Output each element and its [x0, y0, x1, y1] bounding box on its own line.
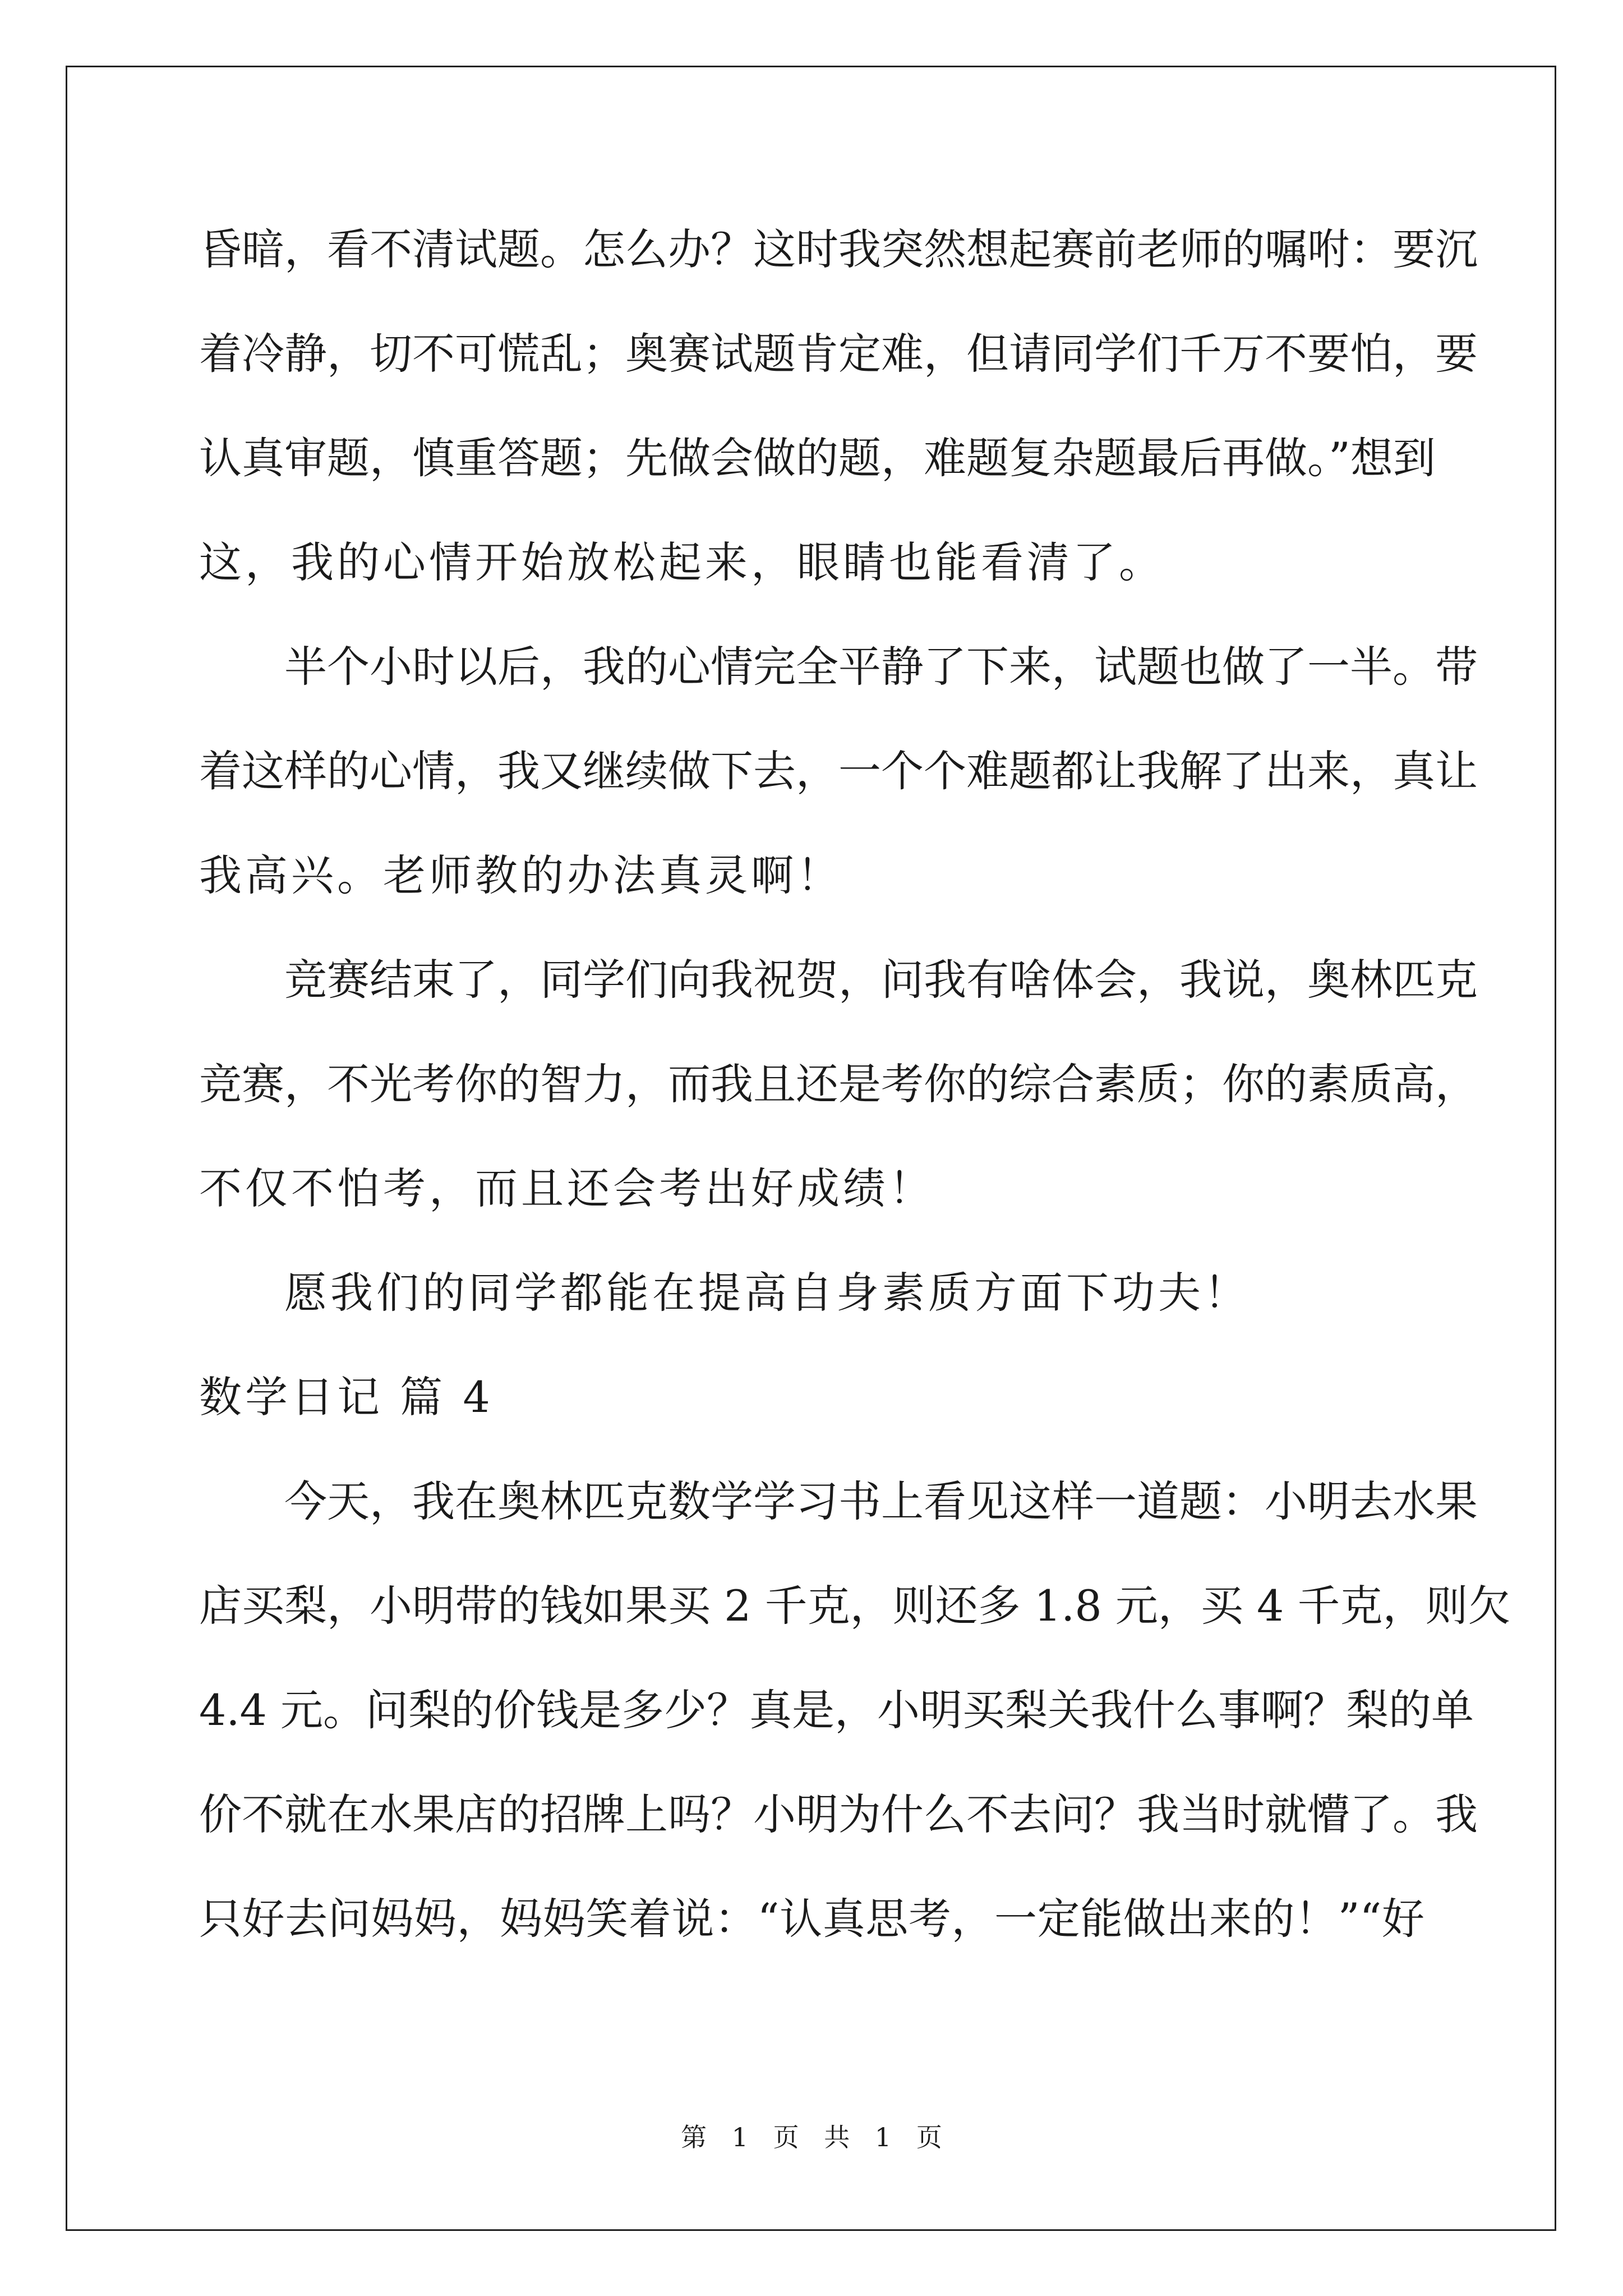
text-line: 认真审题，慎重答题；先做会做的题，难题复杂题最后再做。”想到 — [199, 433, 1436, 483]
paragraph-first-line: 今天，我在奥林匹克数学学习书上看见这样一道题：小明去水果 — [284, 1476, 1478, 1526]
text-line: 昏暗，看不清试题。怎么办？这时我突然想起赛前老师的嘱咐：要沉 — [199, 224, 1478, 274]
page-footer: 第 1 页 共 1 页 — [681, 2122, 942, 2152]
section-heading: 数学日记 篇 4 — [199, 1372, 494, 1422]
paragraph-first-line: 竞赛结束了，同学们向我祝贺，问我有啥体会，我说，奥林匹克 — [284, 955, 1478, 1005]
document-body — [199, 213, 1511, 1987]
text-line: 着冷静，切不可慌乱；奥赛试题肯定难，但请同学们千万不要怕，要 — [199, 329, 1478, 379]
text-line: 竞赛，不光考你的智力，而我且还是考你的综合素质；你的素质高， — [199, 1059, 1478, 1109]
text-line: 这，我的心情开始放松起来，眼睛也能看清了。 — [199, 537, 1165, 587]
text-line: 着这样的心情，我又继续做下去，一个个难题都让我解了出来，真让 — [199, 746, 1478, 796]
text-line: 不仅不怕考，而且还会考出好成绩！ — [199, 1163, 935, 1213]
paragraph-first-line: 半个小时以后，我的心情完全平静了下来，试题也做了一半。带 — [284, 642, 1478, 692]
paragraph-first-line: 愿我们的同学都能在提高自身素质方面下功夫！ — [284, 1268, 1250, 1318]
text-line: 4.4 元。问梨的价钱是多少？真是，小明买梨关我什么事啊？梨的单 — [199, 1685, 1474, 1735]
text-line: 只好去问妈妈，妈妈笑着说：“认真思考，一定能做出来的！”“好 — [199, 1894, 1424, 1944]
text-line: 我高兴。老师教的办法真灵啊！ — [199, 850, 843, 900]
text-line: 价不就在水果店的招牌上吗？小明为什么不去问？我当时就懵了。我 — [199, 1789, 1478, 1839]
text-line: 店买梨，小明带的钱如果买 2 千克，则还多 1.8 元，买 4 千克，则欠 — [199, 1581, 1511, 1631]
